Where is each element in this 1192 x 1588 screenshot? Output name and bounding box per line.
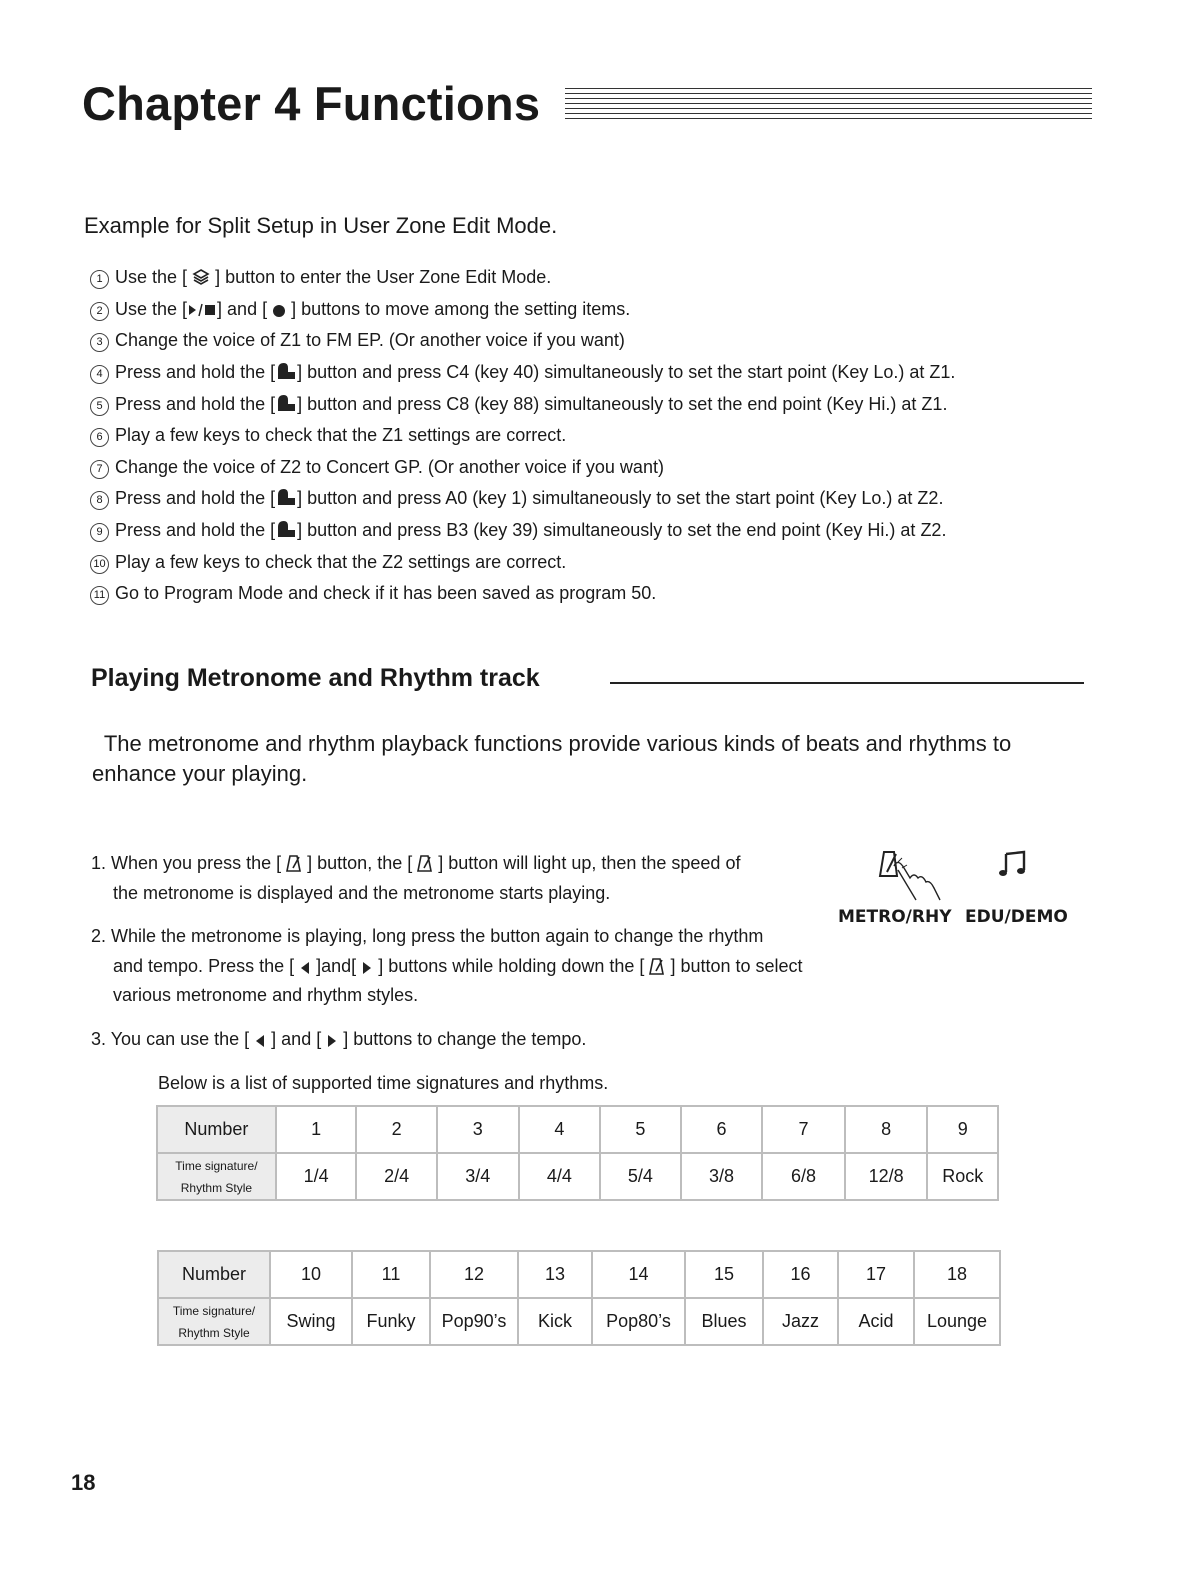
step-6: 6 Play a few keys to check that the Z1 settings are correct. bbox=[90, 423, 566, 447]
metronome-icon bbox=[286, 854, 302, 878]
table-cell: 3/8 bbox=[681, 1153, 763, 1200]
step-4: 4 Press and hold the [ ] button and press C4 (key 40) simultaneously to set the start point (Key Lo.) at Z1. bbox=[90, 360, 955, 384]
table-cell: 12 bbox=[430, 1251, 518, 1298]
list-item-2: 2. While the metronome is playing, long press the button again to change the rhythm bbox=[91, 926, 764, 946]
table-cell: Rock bbox=[927, 1153, 998, 1200]
table-cell: Lounge bbox=[914, 1298, 1000, 1345]
table-cell: Pop90’s bbox=[430, 1298, 518, 1345]
table-cell: 4 bbox=[519, 1106, 601, 1153]
intro-line-1: The metronome and rhythm playback functions provide various kinds of beats and rhythms to bbox=[92, 731, 1012, 756]
intro-line-2: enhance your playing. bbox=[92, 761, 308, 786]
metronome-icon bbox=[417, 854, 433, 878]
table-cell: Funky bbox=[352, 1298, 430, 1345]
list-item-2-line-2: and tempo. Press the [ ]and[ ] buttons while holding down the [ ] button to select bbox=[113, 954, 803, 978]
step-9: 9 Press and hold the [ ] button and press B3 (key 39) simultaneously to set the end point (Key Hi.) at Z2. bbox=[90, 518, 946, 542]
left-arrow-icon bbox=[299, 957, 311, 981]
style-header: Time signature/ Rhythm Style bbox=[158, 1298, 270, 1345]
step-7: 7 Change the voice of Z2 to Concert GP. (Or another voice if you want) bbox=[90, 455, 664, 479]
table-cell: 9 bbox=[927, 1106, 998, 1153]
title-decorative-rules bbox=[565, 88, 1092, 122]
step-2: 2 Use the [ ] and [ ] buttons to move among the setting items. bbox=[90, 297, 630, 321]
table-row bbox=[157, 1153, 998, 1200]
list-item-1: 1. When you press the [ ] button, the [ ] button will light up, then the speed of bbox=[91, 851, 740, 875]
page-number: 18 bbox=[71, 1470, 96, 1495]
table-row bbox=[158, 1298, 1000, 1345]
left-arrow-icon bbox=[254, 1030, 266, 1054]
table-cell: Pop80’s bbox=[592, 1298, 685, 1345]
step-number: 9 bbox=[90, 523, 109, 542]
table-cell: 8 bbox=[845, 1106, 928, 1153]
table-cell: 6 bbox=[681, 1106, 763, 1153]
metro-button-illustration bbox=[874, 848, 954, 908]
play-stop-icon bbox=[187, 300, 217, 324]
table-cell: Swing bbox=[270, 1298, 352, 1345]
step-number: 11 bbox=[90, 586, 109, 605]
table-row bbox=[158, 1251, 1000, 1298]
table-cell: 11 bbox=[352, 1251, 430, 1298]
piano-icon bbox=[275, 393, 297, 419]
piano-icon bbox=[275, 519, 297, 545]
step-number: 5 bbox=[90, 397, 109, 416]
metro-rhy-button-label: METRO/RHY bbox=[838, 907, 952, 927]
list-item-3: 3. You can use the [ ] and [ ] buttons to change the tempo. bbox=[91, 1027, 586, 1051]
step-3: 3 Change the voice of Z1 to FM EP. (Or another voice if you want) bbox=[90, 328, 625, 352]
metronome-icon bbox=[649, 957, 665, 981]
table-cell: 1/4 bbox=[276, 1153, 357, 1200]
rhythm-table-1 bbox=[156, 1105, 999, 1201]
section-heading: Playing Metronome and Rhythm track bbox=[91, 664, 540, 692]
music-note-icon bbox=[998, 848, 1030, 880]
table-cell: 13 bbox=[518, 1251, 592, 1298]
step-number: 6 bbox=[90, 428, 109, 447]
step-number: 4 bbox=[90, 365, 109, 384]
table-cell: 14 bbox=[592, 1251, 685, 1298]
table-cell: 5/4 bbox=[600, 1153, 681, 1200]
piano-icon bbox=[275, 361, 297, 387]
table-cell: Kick bbox=[518, 1298, 592, 1345]
table-cell: 12/8 bbox=[845, 1153, 928, 1200]
table-cell: Blues bbox=[685, 1298, 763, 1345]
step-number: 7 bbox=[90, 460, 109, 479]
table-cell: 2/4 bbox=[356, 1153, 437, 1200]
table-cell: 18 bbox=[914, 1251, 1000, 1298]
layers-icon bbox=[192, 268, 210, 292]
table-cell: 3/4 bbox=[437, 1153, 519, 1200]
table-cell: 3 bbox=[437, 1106, 519, 1153]
hand-press-icon bbox=[874, 848, 954, 908]
number-header: Number bbox=[157, 1106, 276, 1153]
piano-icon bbox=[275, 487, 297, 513]
table-cell: Jazz bbox=[763, 1298, 838, 1345]
step-11: 11 Go to Program Mode and check if it has been saved as program 50. bbox=[90, 581, 656, 605]
table-cell: 6/8 bbox=[762, 1153, 845, 1200]
rhythm-table-2 bbox=[157, 1250, 1001, 1346]
table-cell: 15 bbox=[685, 1251, 763, 1298]
table-cell: 2 bbox=[356, 1106, 437, 1153]
step-number: 1 bbox=[90, 270, 109, 289]
step-5: 5 Press and hold the [ ] button and press C8 (key 88) simultaneously to set the end point (Key Hi.) at Z1. bbox=[90, 392, 947, 416]
table-row bbox=[157, 1106, 998, 1153]
list-item-2-line-3: various metronome and rhythm styles. bbox=[113, 985, 419, 1005]
style-header: Time signature/ Rhythm Style bbox=[157, 1153, 276, 1200]
step-number: 3 bbox=[90, 333, 109, 352]
step-number: 8 bbox=[90, 491, 109, 510]
section-rule bbox=[610, 682, 1084, 684]
table-intro: Below is a list of supported time signatures and rhythms. bbox=[158, 1073, 609, 1093]
step-number: 2 bbox=[90, 302, 109, 321]
table-cell: 1 bbox=[276, 1106, 357, 1153]
step-1: 1 Use the [ ] button to enter the User Zone Edit Mode. bbox=[90, 265, 551, 289]
step-number: 10 bbox=[90, 555, 109, 574]
number-header: Number bbox=[158, 1251, 270, 1298]
example-heading: Example for Split Setup in User Zone Edit Mode. bbox=[84, 213, 558, 238]
list-item-1-line-2: the metronome is displayed and the metronome starts playing. bbox=[113, 883, 611, 903]
table-cell: 16 bbox=[763, 1251, 838, 1298]
table-cell: 4/4 bbox=[519, 1153, 601, 1200]
table-cell: 5 bbox=[600, 1106, 681, 1153]
right-arrow-icon bbox=[361, 957, 373, 981]
record-dot-icon bbox=[272, 300, 286, 324]
chapter-title: Chapter 4 Functions bbox=[82, 77, 541, 130]
table-cell: Acid bbox=[838, 1298, 914, 1345]
table-cell: 7 bbox=[762, 1106, 845, 1153]
right-arrow-icon bbox=[326, 1030, 338, 1054]
table-cell: 17 bbox=[838, 1251, 914, 1298]
step-8: 8 Press and hold the [ ] button and press A0 (key 1) simultaneously to set the start point (Key Lo.) at Z2. bbox=[90, 486, 943, 510]
edu-demo-button-label: EDU/DEMO bbox=[965, 907, 1068, 927]
step-10: 10 Play a few keys to check that the Z2 settings are correct. bbox=[90, 550, 566, 574]
table-cell: 10 bbox=[270, 1251, 352, 1298]
